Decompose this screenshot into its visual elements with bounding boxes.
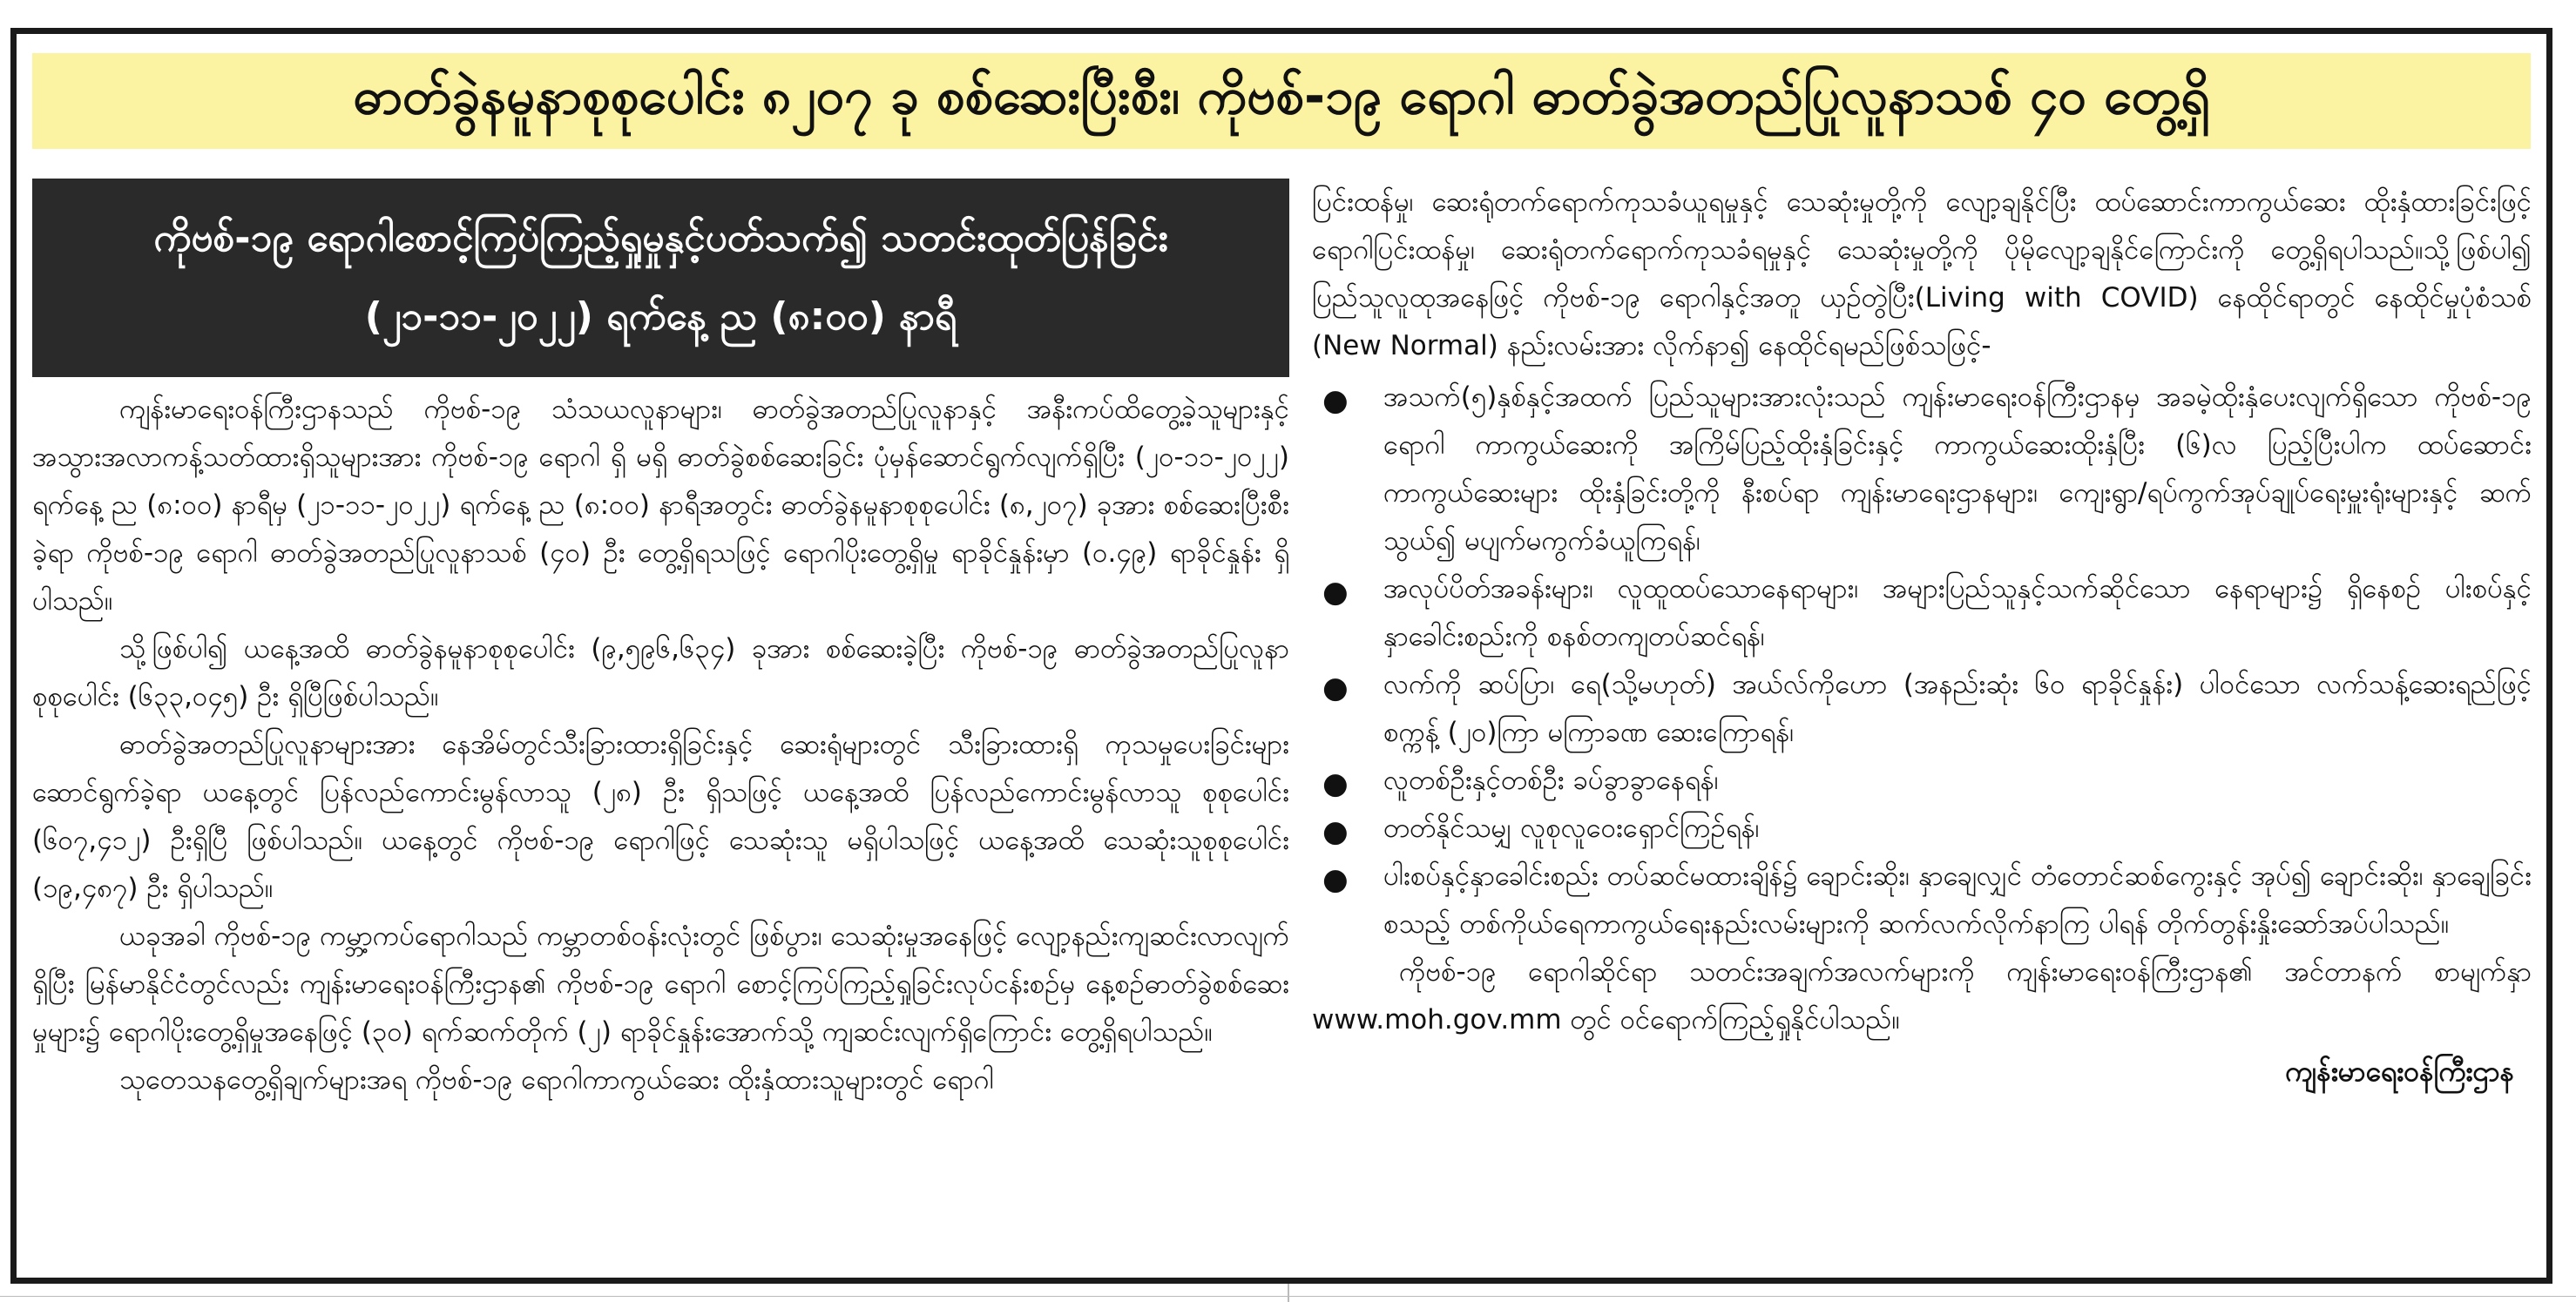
notice-title-line1: ကိုဗစ်-၁၉ ရောဂါစောင့်ကြပ်ကြည့်ရှုမှုနှင့်ပတ်သက်၍ သတင်းထုတ်ပြန်ခြင်း — [153, 216, 1168, 260]
notice-title-line2: (၂၁-၁၁-၂၀၂၂) ရက်နေ့ ည (၈:၀၀) နာရီ — [364, 294, 957, 339]
paragraph: ပြင်းထန်မှု၊ ဆေးရုံတက်ရောက်ကုသခံယူရမှုနှင့် သေဆုံးမှုတို့ကို လျော့ချနိုင်ပြီး ထပ်ဆောင်းကာကွယ်ဆေး ထိုးနှံထားခြင်းဖြင့် ရောဂါပြင်းထန်မှု၊ ဆေးရုံတက်ရောက်ကုသခံရမှုနှင့် သေဆုံးမှုတို့ကို ပိုမိုလျော့ချနိုင်ကြောင်းကို တွေ့ရှိရပါသည်။သို့ဖြစ်ပါ၍ ပြည်သူလူထုအနေဖြင့် ကိုဗစ်-၁၉ ရောဂါနှင့်အတူ ယှဉ်တွဲပြီး(Living with COVID) နေထိုင်ရာတွင် နေထိုင်မှုပုံစံသစ် (New Normal) နည်းလမ်းအား လိုက်နာ၍ နေထိုင်ရမည်ဖြစ်သဖြင့်- — [1312, 186, 2532, 361]
paragraph: သုတေသနတွေ့ရှိချက်များအရ ကိုဗစ်-၁၉ ရောဂါကာကွယ်ဆေး ထိုးနှံထားသူများတွင် ရောဂါ — [119, 1064, 994, 1096]
list-item — [1312, 805, 2532, 853]
right-column — [1312, 179, 2532, 1096]
paragraph: ယခုအခါ ကိုဗစ်-၁၉ ကမ္ဘာ့ကပ်ရောဂါသည် ကမ္ဘာတစ်ဝန်းလုံးတွင် ဖြစ်ပွား၊ သေဆုံးမှုအနေဖြင့် လျော့နည်းကျဆင်းလာလျက်ရှိပြီး မြန်မာနိုင်ငံတွင်လည်း ကျန်းမာရေးဝန်ကြီးဌာန၏ ကိုဗစ်-၁၉ ရောဂါ စောင့်ကြပ်ကြည့်ရှုခြင်းလုပ်ငန်းစဉ်မှ နေ့စဉ်ဓာတ်ခွဲစစ်ဆေးမှုများ၌ ရောဂါပိုးတွေ့ရှိမှုအနေဖြင့် (၃၀) ရက်ဆက်တိုက် (၂) ရာခိုင်နှုန်းအောက်သို့ ကျဆင်းလျက်ရှိကြောင်း တွေ့ရှိရပါသည်။ — [32, 921, 1289, 1048]
list-item — [1312, 374, 2532, 565]
paragraph: ဓာတ်ခွဲအတည်ပြုလူနာများအား နေအိမ်တွင်သီးခြားထားရှိခြင်းနှင့် ဆေးရုံများတွင် သီးခြားထားရှိ ကုသမှုပေးခြင်းများ ဆောင်ရွက်ခဲ့ရာ ယနေ့တွင် ပြန်လည်ကောင်းမွန်လာသူ (၂၈) ဦး ရှိသဖြင့် ယနေ့အထိ ပြန်လည်ကောင်းမွန်လာသူ စုစုပေါင်း (၆၀၇,၄၁၂) ဦးရှိပြီ ဖြစ်ပါသည်။ ယနေ့တွင် ကိုဗစ်-၁၉ ရောဂါဖြင့် သေဆုံးသူ မရှိပါသဖြင့် ယနေ့အထိ သေဆုံးသူစုစုပေါင်း (၁၉,၄၈၇) ဦး ရှိပါသည်။ — [32, 729, 1289, 904]
article-frame — [10, 28, 2552, 1284]
bottom-separator — [1288, 1284, 1289, 1302]
left-body — [32, 386, 1289, 1104]
bullet-icon: ● — [1322, 814, 1349, 849]
list-item-text: အသက်(၅)နှစ်နှင့်အထက် ပြည်သူများအားလုံးသည် ကျန်းမာရေးဝန်ကြီးဌာနမှ အခမဲ့ထိုးနှံပေးလျက်ရှိသော ကိုဗစ်-၁၉ ရောဂါ ကာကွယ်ဆေးကို အကြိမ်ပြည့်ထိုးနှံခြင်းနှင့် ကာကွယ်ဆေးထိုးနှံပြီး (၆)လ ပြည့်ပြီးပါက ထပ်ဆောင်းကာကွယ်ဆေးများ ထိုးနှံခြင်းတို့ကို နီးစပ်ရာ ကျန်းမာရေးဌာနများ၊ ကျေးရွာ/ရပ်ကွက်အုပ်ချုပ်ရေးမှူးရုံးများနှင့် ဆက်သွယ်၍ မပျက်မကွက်ခံယူကြရန်၊ — [1383, 381, 2532, 557]
notice-title-bar — [32, 179, 1289, 377]
list-item — [1312, 853, 2532, 948]
list-item — [1312, 565, 2532, 661]
bullet-icon: ● — [1322, 671, 1349, 705]
headline: ဓာတ်ခွဲနမူနာစုစုပေါင်း ၈၂၀၇ ခု စစ်ဆေးပြီးစီး၊ ကိုဗစ်-၁၉ ရောဂါ ဓာတ်ခွဲအတည်ပြုလူနာသစ် ၄၀ တွေ့ရှိ — [32, 53, 2531, 149]
paragraph: သို့ဖြစ်ပါ၍ ယနေ့အထိ ဓာတ်ခွဲနမူနာစုစုပေါင်း (၉,၅၉၆,၆၃၄) ခုအား စစ်ဆေးခဲ့ပြီး ကိုဗစ်-၁၉ ဓာတ်ခွဲအတည်ပြုလူနာ စုစုပေါင်း (၆၃၃,၀၄၅) ဦး ရှိပြီဖြစ်ပါသည်။ — [32, 633, 1289, 712]
bullet-icon: ● — [1322, 766, 1349, 801]
bullet-icon: ● — [1322, 575, 1349, 610]
bullet-icon: ● — [1322, 383, 1349, 418]
paragraph: ကျန်းမာရေးဝန်ကြီးဌာနသည် ကိုဗစ်-၁၉ သံသယလူနာများ၊ ဓာတ်ခွဲအတည်ပြုလူနာနှင့် အနီးကပ်ထိတွေ့ခဲ့သူများနှင့် အသွားအလာကန့်သတ်ထားရှိသူများအား ကိုဗစ်-၁၉ ရောဂါ ရှိ မရှိ ဓာတ်ခွဲစစ်ဆေးခြင်း ပုံမှန်ဆောင်ရွက်လျက်ရှိပြီး (၂၀-၁၁-၂၀၂၂) ရက်နေ့ ည (၈:၀၀) နာရီမှ (၂၁-၁၁-၂၀၂၂) ရက်နေ့ ည (၈:၀၀) နာရီအတွင်း ဓာတ်ခွဲနမူနာစုစုပေါင်း (၈,၂၀၇) ခုအား စစ်ဆေးပြီးစီးခဲ့ရာ ကိုဗစ်-၁၉ ရောဂါ ဓာတ်ခွဲအတည်ပြုလူနာသစ် (၄၀) ဦး တွေ့ရှိရသဖြင့် ရောဂါပိုးတွေ့ရှိမှု ရာခိုင်နှုန်းမှာ (၀.၄၉) ရာခိုင်နှုန်း ရှိပါသည်။ — [32, 394, 1289, 617]
bullet-icon: ● — [1322, 862, 1349, 897]
list-item-text: လူတစ်ဦးနှင့်တစ်ဦး ခပ်ခွာခွာနေရန်၊ — [1383, 765, 1719, 796]
list-item-text: အလုပ်ပိတ်အခန်းများ၊ လူထူထပ်သောနေရာများ၊ အများပြည်သူနှင့်သက်ဆိုင်သော နေရာများ၌ ရှိနေစဉ် ပါးစပ်နှင့်နှာခေါင်းစည်းကို စနစ်တကျတပ်ဆင်ရန်၊ — [1383, 573, 2532, 652]
list-item-text: ပါးစပ်နှင့်နှာခေါင်းစည်း တပ်ဆင်မထားချိန်၌ ချောင်းဆိုး၊ နှာချေလျှင် တံတောင်ဆစ်ကွေးနှင့် အုပ်၍ ချောင်းဆိုး၊ နှာချေခြင်း စသည့် တစ်ကိုယ်ရေကာကွယ်ရေးနည်းလမ်းများကို ဆက်လက်လိုက်နာကြ ပါရန် တိုက်တွန်းနှိုးဆော်အပ်ပါသည်။ — [1383, 860, 2532, 940]
list-item — [1312, 757, 2532, 805]
list-item-text: တတ်နိုင်သမျှ လူစုလူဝေးရှောင်ကြဉ်ရန်၊ — [1383, 813, 1760, 844]
list-item-text: လက်ကို ဆပ်ပြာ၊ ရေ(သို့မဟုတ်) အယ်လ်ကိုဟော (အနည်းဆုံး ၆၀ ရာခိုင်နှုန်း) ပါဝင်သော လက်သန့်ဆေးရည်ဖြင့် စက္ကန့် (၂၀)ကြာ မကြာခဏ ဆေးကြောရန်၊ — [1383, 669, 2532, 748]
list-item — [1312, 661, 2532, 757]
signature: ကျန်းမာရေးဝန်ကြီးဌာန — [2284, 1055, 2514, 1088]
paragraph: ကိုဗစ်-၁၉ ရောဂါဆိုင်ရာ သတင်းအချက်အလက်များကို ကျန်းမာရေးဝန်ကြီးဌာန၏ အင်တာနက် စာမျက်နှာ www.moh.gov.mm တွင် ဝင်ရောက်ကြည့်ရှုနိုင်ပါသည်။ — [1312, 956, 2532, 1036]
left-column — [32, 179, 1289, 1104]
guideline-list — [1312, 374, 2532, 948]
